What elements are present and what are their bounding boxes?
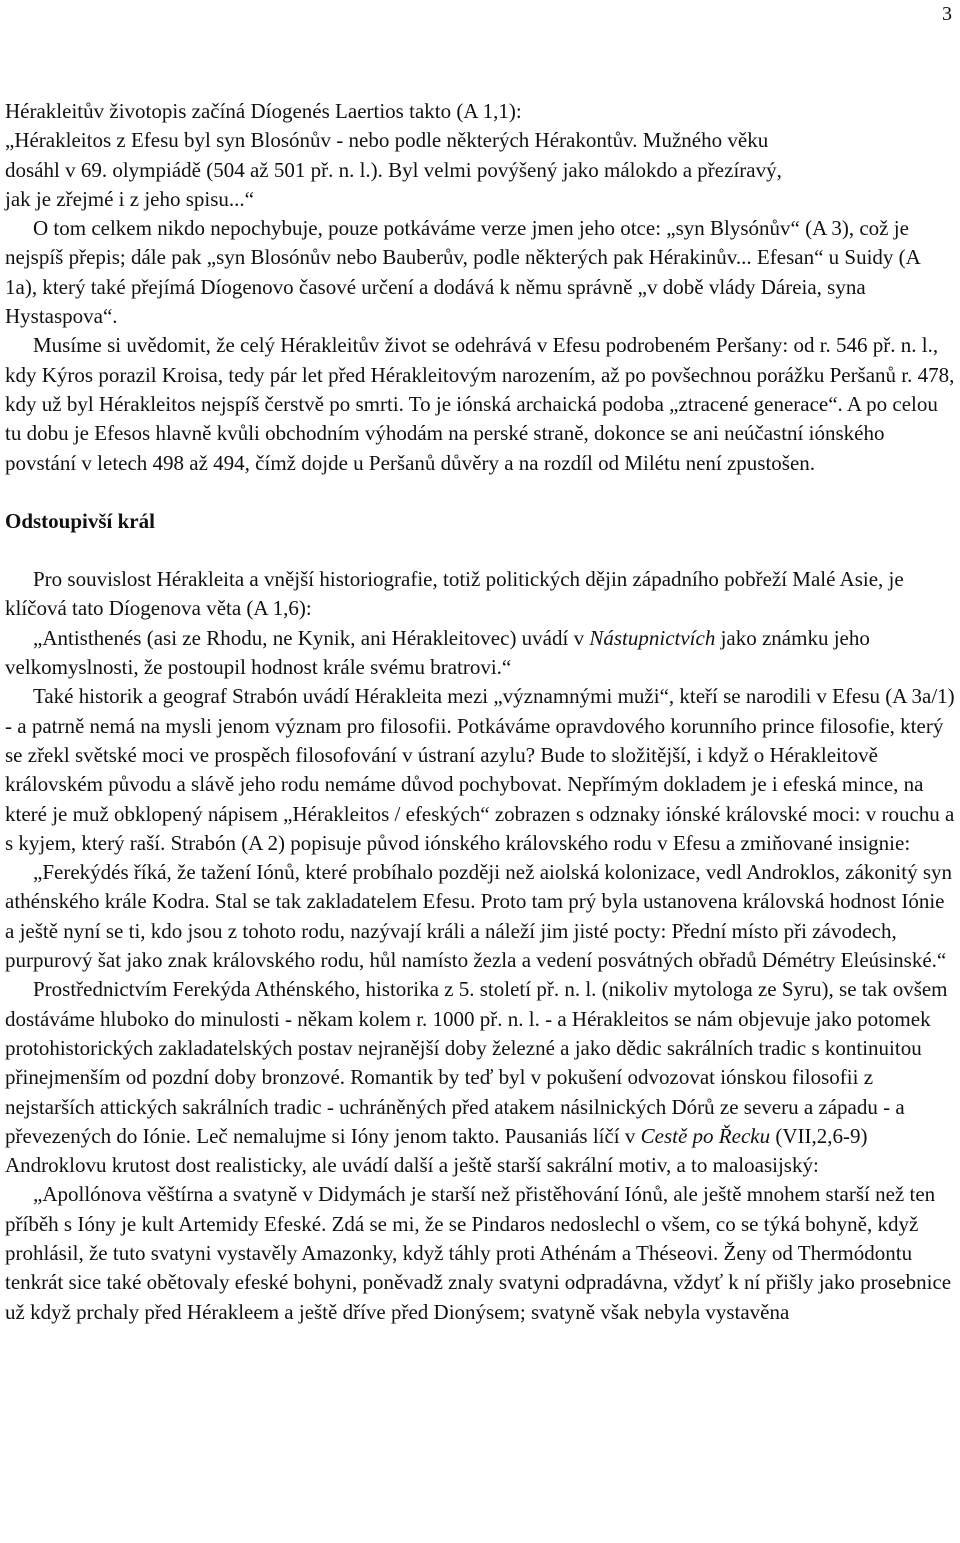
document-body xyxy=(5,97,955,1327)
paragraph-pausanias-quote: „Apollónova věštírna a svatyně v Didymách je starší než přistěhování Iónů, ale ještě mnohem starší než ten příběh s Ióny je kult Artemidy Efeské. Zdá se mi, že se Pindaros nedoslechl o všem, co se týká bohyně, když prohlásil, že tuto svatyni vystavěly Amazonky, když táhly proti Athénám a Théseovi. Ženy od Thermódontu tenkrát sice také obětovaly efeské bohyni, poněvadž znaly svatyni odpradávna, vždyť k ní přišly jako prosebnice už když prchaly před Hérakleem a ještě dříve před Dionýsem; svatyně však nebyla vystavěna xyxy=(5,1182,952,1324)
page-number: 3 xyxy=(942,3,952,25)
quote-text-end: jako známku jeho velkomyslnosti, že postoupil hodnost krále svému bratrovi.“ xyxy=(5,625,870,680)
quote-text-start: „Antisthenés (asi ze Rhodu, ne Kynik, ani Hérakleitovec) uvádí v xyxy=(33,625,590,650)
paragraph-intro xyxy=(5,97,955,214)
paragraph-line: Hérakleitův životopis začíná Díogenés Laertios takto (A 1,1): xyxy=(5,99,522,123)
paragraph-father-names: O tom celkem nikdo nepochybuje, pouze potkáváme verze jmen jeho otce: „syn Blysónův“ (A 3), což je nejspíš přepis; dále pak „syn Blosónův nebo Bauberův, podle některých pak Hérakinův... Efesan“ u Suidy (A 1a), který také přejímá Díogenovo časové určení a dodává k němu správně „v době vlády Dáreia, syna Hystaspova“. xyxy=(5,216,920,329)
paragraph-pherecydes-quote: „Ferekýdés říká, že tažení Iónů, které probíhalo později než aiolská kolonizace, vedl Androklos, zákonitý syn athénského krále Kodra. Stal se tak zakladatelem Efesu. Proto tam prý byla ustanovena královská hodnost Iónie a ještě nyní se ti, kdo jsou z tohoto rodu, nazývají králi a náleží jim jisté pocty: Přední místo při závodech, purpurový šat jako znak královského rodu, hůl namísto žezla a vedení posvátných obřadů Démétry Eleúsinské.“ xyxy=(5,860,953,973)
book-title: Nástupnictvích xyxy=(589,625,716,650)
paragraph-line: jak je zřejmé i z jeho spisu...“ xyxy=(5,186,254,211)
paragraph-line: dosáhl v 69. olympiádě (504 až 501 př. n. l.). Byl velmi povýšený jako málokdo a přezíravý, xyxy=(5,157,782,182)
paragraph-historiography: Pro souvislost Hérakleita a vnější historiografie, totiž politických dějin západního pobřeží Malé Asie, je klíčová tato Díogenova věta (A 1,6): xyxy=(5,567,904,621)
paragraph-pherecydes-commentary xyxy=(5,975,955,1180)
section-heading: Odstoupivší král xyxy=(5,508,155,533)
paragraph-antisthenes-quote xyxy=(5,624,955,683)
paragraph-strabo: Také historik a geograf Strabón uvádí Hérakleita mezi „významnými muži“, kteří se narodili v Efesu (A 3a/1) - a patrně nemá na mysli jenom význam pro filosofii. Potkáváme opravdového korunního prince filosofie, který se zřekl světské moci ve prospěch filosofování v ústraní azylu? Bude to složitější, i když o Hérakleitově královském původu a slávě jeho rodu nemáme důvod pochybovat. Nepřímým dokladem je i efeská mince, na které je muž obklopený nápisem „Hérakleitos / efeských“ zobrazen s odznaky iónské královské moci: v rouchu a s kyjem, který raší. Strabón (A 2) popisuje původ iónského královského rodu v Efesu a zmiňované insignie: xyxy=(5,684,955,855)
paragraph-text-start: Prostřednictvím Ferekýda Athénského, historika z 5. století př. n. l. (nikoliv mytologa ze Syru), se tak ovšem dostáváme hluboko do minulosti - někam kolem r. 1000 př. n. l. - a Hérakleitos se nám objevuje jako potomek protohistorických zakladatelských postav nejranější doby železné a jako dědic sakrálních tradic s kontinuitou přinejmenším od pozdní doby bronzové. Romantik by teď byl v pokušení odvozovat iónskou filosofii z nejstarších attických sakrálních tradic - uchráněných před atakem násilnických Dórů ze severu a západu - a převezených do Iónie. Leč nemalujme si Ióny jenom takto. Pausaniás líčí v xyxy=(5,977,948,1148)
paragraph-text-end: (VII,2,6-9) Androklovu krutost dost realisticky, ale uvádí další a ještě starší sakrální motiv, a to maloasijský: xyxy=(5,1123,868,1178)
paragraph-persian-context: Musíme si uvědomit, že celý Hérakleitův život se odehrává v Efesu podrobeném Peršany: od r. 546 př. n. l., kdy Kýros porazil Kroisa, tedy pár let před Hérakleitovým narozením, až po povšechnou porážku Peršanů r. 478, kdy už byl Hérakleitos nejspíš čerstvě po smrti. To je iónská archaická podoba „ztracené generace“. A po celou tu dobu je Efesos hlavně kvůli obchodním výhodám na perské straně, dokonce se ani neúčastní iónského povstání v letech 498 až 494, čímž dojde u Peršanů důvěry a na rozdíl od Milétu není zpustošen. xyxy=(5,333,955,475)
paragraph-line: „Hérakleitos z Efesu byl syn Blosónův - nebo podle některých Hérakontův. Mužného věku xyxy=(5,128,769,153)
book-title: Cestě po Řecku xyxy=(640,1123,771,1148)
